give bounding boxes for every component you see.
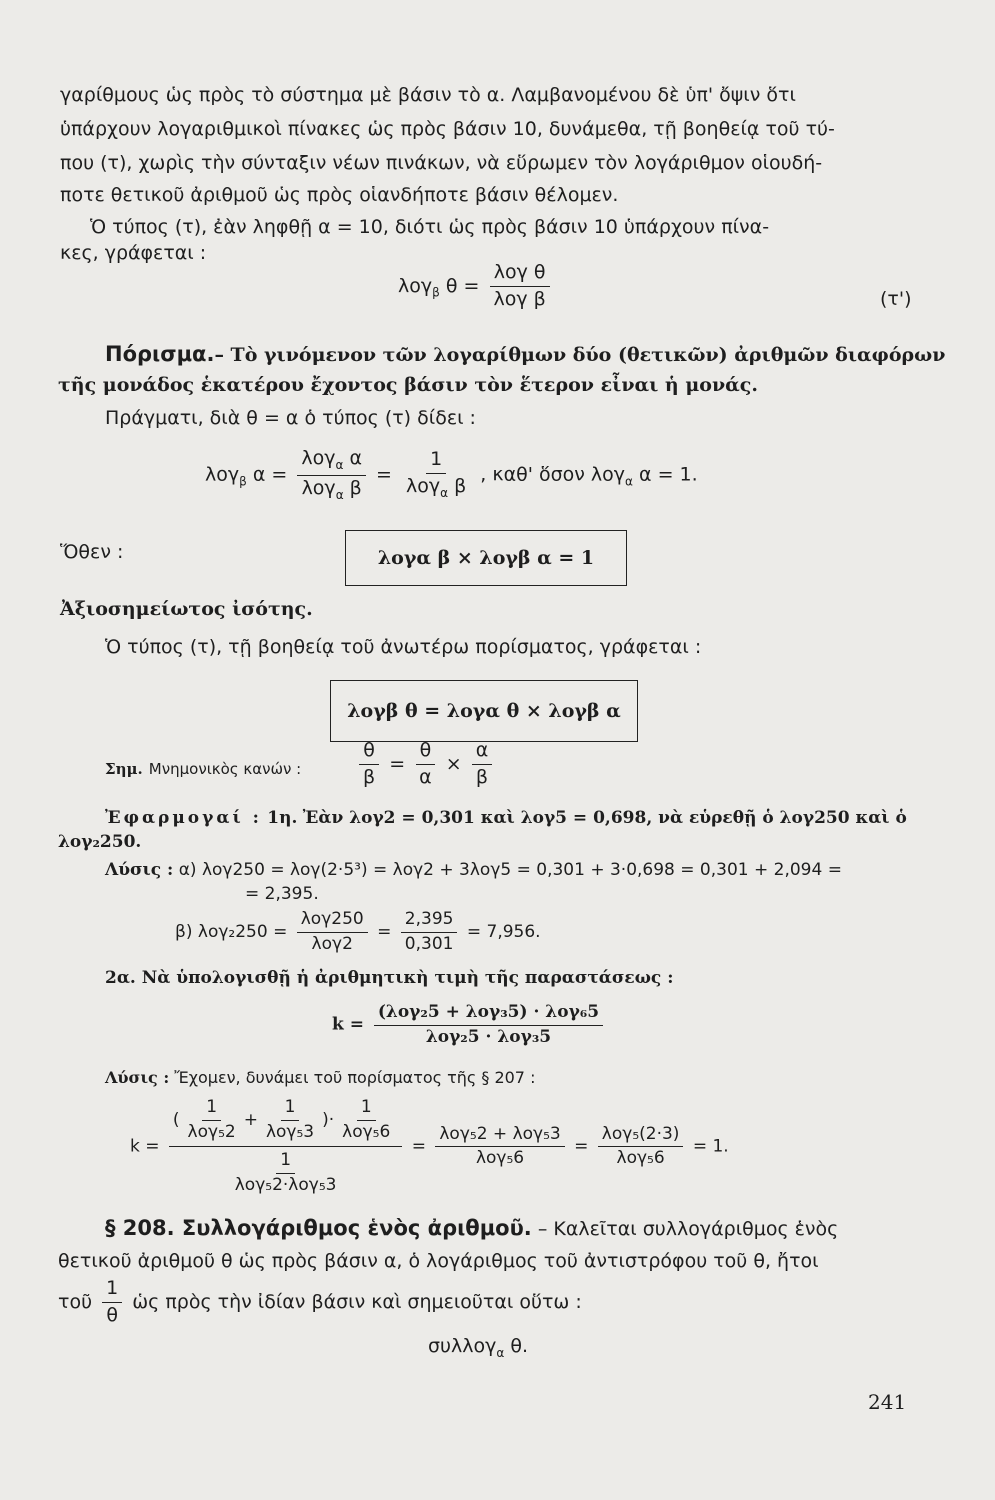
eq-tail: , καθ' ὅσον λογ — [480, 463, 626, 486]
f2-den-var: β — [454, 475, 467, 498]
k2-inner3-num: 1 — [357, 1098, 376, 1121]
k2-inner2-den: λογ₅3 — [265, 1121, 315, 1142]
b-f2-num: 2,395 — [401, 910, 458, 933]
section-208-text-2: θετικοῦ ἀριθμοῦ θ ὡς πρὸς βάσιν α, ὁ λογάριθμος τοῦ ἀντιστρόφου τοῦ θ, ἤτοι — [58, 1250, 819, 1272]
k-lhs: k = — [332, 1014, 364, 1035]
intro-line-3: που (τ), χωρὶς τὴν σύνταξιν νέων πινάκων, νὰ εὕρωμεν τὸν λογάριθμον οἱουδή- — [60, 152, 823, 174]
intro-line-1: γαρίθμους ὡς πρὸς τὸ σύστημα μὲ βάσιν τὸ α. Λαμβανομένου δὲ ὑπ' ὄψιν ὅτι — [60, 84, 796, 106]
f1-den: λογ — [301, 476, 336, 499]
intro-line-6: κες, γράφεται : — [60, 242, 207, 264]
k2-inner3-den: λογ₅6 — [342, 1121, 391, 1142]
lysis-2 — [105, 1068, 535, 1087]
boxed-identity-1 — [345, 530, 627, 586]
text3-pre: τοῦ — [58, 1290, 93, 1313]
formula-t-prime — [398, 262, 554, 311]
eq-tail-end: α = 1. — [639, 463, 698, 486]
p1-text: Ἐὰν λογ2 = 0,301 καὶ λογ5 = 0,698, νὰ εὑρεθῇ ὁ λογ250 καὶ ὁ — [302, 808, 907, 828]
p1-text-2: λογ₂250. — [58, 832, 142, 852]
formula-t-lhs-var: θ = — [445, 274, 480, 297]
b-result: = 7,956. — [466, 922, 541, 943]
mnem-f3-den: β — [475, 765, 489, 788]
k2-inner1-num: 1 — [202, 1098, 221, 1121]
eq-lhs-sub: β — [239, 474, 247, 489]
k2-lhs: k = — [130, 1136, 160, 1157]
eq-mid: = — [376, 463, 392, 486]
text3-post: ὡς πρὸς τὴν ἰδίαν βάσιν καὶ σημειοῦται οὕτω : — [132, 1290, 582, 1313]
eq-fraction-2 — [402, 449, 470, 500]
k-den: λογ₂5 · λογ₃5 — [425, 1026, 552, 1047]
section-208-notation — [428, 1335, 528, 1360]
k2-eq1: = — [411, 1136, 426, 1157]
intro-line-5: Ὁ τύπος (τ), ἐὰν ληφθῇ α = 10, διότι ὡς πρὸς βάσιν 10 ὑπάρχουν πίνα- — [90, 216, 770, 238]
intro-line-2: ὑπάρχουν λογαριθμικοὶ πίνακες ὡς πρὸς βάσιν 10, δυνάμεθα, τῇ βοηθείᾳ τοῦ τύ- — [60, 118, 835, 140]
k2-end: = 1. — [692, 1136, 729, 1157]
lysis-a-line-2: = 2,395. — [245, 884, 319, 904]
mnem-times: × — [445, 752, 462, 775]
boxed-identity-1-text: λογα β × λογβ α = 1 — [377, 547, 595, 569]
k2-r2-den: λογ₅6 — [616, 1148, 665, 1169]
eq-lhs: λογ — [205, 463, 240, 486]
k2-bottom-num: 1 — [276, 1151, 295, 1174]
section-208-heading — [105, 1216, 838, 1240]
mnem-eq: = — [389, 752, 406, 775]
b-f1-den: λογ2 — [311, 933, 353, 954]
axioshm-title: Ἀξιοσημείωτος ἰσότης. — [60, 598, 313, 620]
p2-text: Νὰ ὑπολογισθῇ ἡ ἀριθμητικὴ τιμὴ τῆς παραστάσεως : — [141, 968, 674, 988]
k2-plus: + — [243, 1110, 258, 1131]
lysis-2-text: Ἔχομεν, δυνάμει τοῦ πορίσματος τῆς § 207 : — [174, 1068, 536, 1087]
k2-r1-num: λογ₅2 + λογ₅3 — [435, 1125, 564, 1148]
k2-big-fraction: ( $\frac{1}{\text{λογ₅2}}$ + $\frac{1}{\text{λογ₅3}}$ )· $\frac{1}{\text{λογ₅6}}$ $\frac{1}{\text{λογ₅2·λογ₅3}}$ — [169, 1098, 402, 1195]
b-eq: = — [377, 922, 392, 943]
mnem-label: Σημ. — [105, 760, 143, 778]
lysis-b — [175, 910, 541, 954]
k2-r2-num: λογ₅(2·3) — [598, 1125, 684, 1148]
formula-t-tag: (τ') — [880, 288, 912, 310]
notation-end: θ. — [510, 1335, 529, 1357]
porisma-title: Πόρισμα. — [105, 342, 215, 366]
intro-line-4: ποτε θετικοῦ ἀριθμοῦ ὡς πρὸς οἱανδήποτε βάσιν θέλομεν. — [60, 184, 619, 206]
mnem-f1-den: β — [363, 765, 376, 788]
f1-den-var: β — [349, 476, 362, 499]
porisma-text-2: τῆς μονάδος ἑκατέρου ἔχοντος βάσιν τὸν ἕτερον εἶναι ἡ μονάς. — [58, 374, 758, 396]
mnem-f1-num: θ — [359, 740, 379, 765]
k-expression — [332, 1003, 607, 1047]
efarmogai-p1 — [105, 808, 907, 828]
p1-label: 1η. — [267, 808, 298, 828]
b-prefix: β) λογ₂250 = — [175, 922, 288, 943]
mnem-f2-num: θ — [416, 740, 436, 765]
k2-expression — [130, 1098, 729, 1195]
axioshm-text: Ὁ τύπος (τ), τῇ βοηθείᾳ τοῦ ἀνωτέρω πορίσματος, γράφεται : — [105, 636, 702, 658]
mnem-f2-den: α — [419, 765, 432, 788]
formula-t-num: λογ θ — [490, 262, 550, 287]
boxed-identity-2 — [330, 680, 638, 742]
hothen-label: Ὅθεν : — [60, 541, 124, 563]
k2-inner2-num: 1 — [281, 1098, 300, 1121]
porisma-heading — [105, 342, 945, 366]
efarmogai-title: Ἐφαρμογαί : — [105, 808, 262, 828]
f2-den: λογ — [406, 475, 441, 498]
section-208-title: § 208. Συλλογάριθμος ἑνὸς ἀριθμοῦ. — [105, 1216, 532, 1240]
k2-r1-den: λογ₅6 — [475, 1148, 525, 1169]
p2-label: 2α. — [105, 968, 136, 988]
lysis-2-label: Λύσις : — [105, 1068, 170, 1087]
f1-num-var: α — [349, 447, 362, 469]
k2-eq2: = — [574, 1136, 589, 1157]
porisma-equation — [205, 448, 698, 502]
f2-num: 1 — [426, 449, 446, 474]
eq-lhs-var: α = — [252, 463, 288, 486]
section-208-text-3 — [58, 1278, 582, 1327]
mnemonic-rule — [105, 757, 301, 779]
b-f2-den: 0,301 — [404, 933, 454, 954]
section-208-text-1: – Καλεῖται συλλογάριθμος ἑνὸς — [537, 1218, 839, 1240]
b-f1-num: λογ250 — [297, 910, 368, 933]
boxed-identity-2-text: λογβ θ = λογα θ × λογβ α — [347, 700, 621, 722]
text3-num: 1 — [102, 1278, 122, 1303]
notation: συλλογ — [428, 1335, 497, 1357]
lysis-a-line: α) λογ250 = λογ(2·5³) = λογ2 + 3λογ5 = 0,301 + 3·0,698 = 0,301 + 2,094 = — [178, 860, 842, 880]
porisma-proof-intro: Πράγματι, διὰ θ = α ὁ τύπος (τ) δίδει : — [105, 407, 476, 429]
p2-heading — [105, 968, 673, 988]
porisma-text-1: – Τὸ γινόμενον τῶν λογαρίθμων δύο (θετικῶν) ἀριθμῶν διαφόρων — [214, 344, 946, 366]
notation-sub: α — [496, 1345, 505, 1360]
k2-dot: · — [328, 1110, 335, 1131]
k2-bottom-den: λογ₅2·λογ₅3 — [234, 1174, 337, 1195]
formula-t-fraction — [489, 262, 549, 311]
f1-num: λογ — [301, 447, 336, 469]
f1-num-sub: α — [335, 457, 344, 472]
mnem-text: Μνημονικὸς κανών : — [148, 760, 302, 778]
f2-den-sub: α — [440, 486, 449, 501]
f1-den-sub: α — [335, 487, 344, 502]
mnemonic-formula — [355, 740, 496, 789]
k2-inner1-den: λογ₅2 — [187, 1121, 236, 1142]
lysis-a — [105, 860, 842, 880]
formula-t-lhs-sub: β — [432, 285, 440, 300]
k-num: (λογ₂5 + λογ₃5) · λογ₆5 — [374, 1003, 603, 1026]
formula-t-den: λογ β — [493, 287, 546, 310]
page-number: 241 — [868, 1390, 907, 1414]
eq-tail-sub: α — [625, 474, 633, 489]
lysis-label: Λύσις : — [105, 860, 174, 880]
mnem-f3-num: α — [472, 740, 493, 765]
text3-den: θ — [106, 1303, 118, 1326]
eq-fraction-1 — [297, 448, 366, 502]
formula-t-lhs: λογ — [398, 274, 433, 297]
